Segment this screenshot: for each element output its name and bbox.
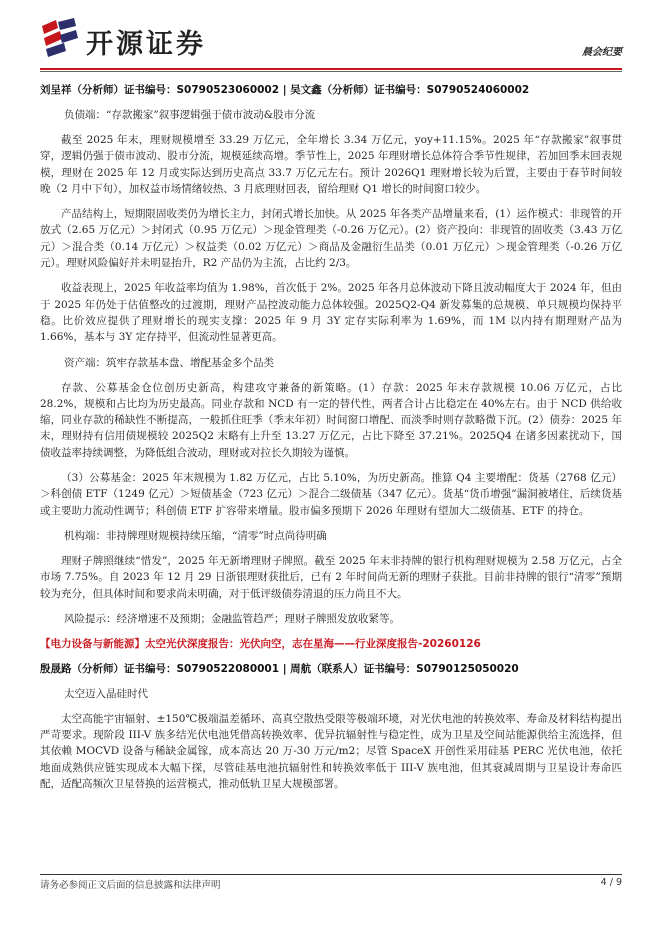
section1-authors: 刘呈祥（分析师）证书编号：S0790523060002 | 吴文鑫（分析师）证书编号：S0790524060002 <box>40 84 530 96</box>
header-divider-dark <box>40 71 622 72</box>
footer-disclaimer: 请务必参阅正文后面的信息披露和法律声明 <box>40 880 221 891</box>
kaiyuan-logo-icon <box>40 18 80 58</box>
paragraph: 收益表现上，2025 年收益率均值为 1.98%，首次低于 2%。2025 年各月总体波动下降且波动幅度大于 2024 年，但由于 2025 年仍处于估值整改的过渡期，理财产品控波动能力总体较强。2025Q2-Q4 新发募集的总规模、单只规模均保持平稳。比价效应提供了理财增长的现实支撑：2025 年 9 月 3Y 定存实际利率为 1.69%，而 1M 以内持有期理财产品为 1.66%，基本与 3Y 定存持平，但流动性显著更高。 <box>40 282 622 344</box>
paragraph: 截至 2025 年末，理财规模增至 33.29 万亿元，全年增长 3.34 万亿元，yoy+11.15%。2025 年“存款搬家”叙事贯穿，逻辑仍强于债市波动、股市分流，规模延续高增。季节性上，2025 年理财增长总体符合季节性规律，若加回季末回表规模，理财在 2025 年 12 月或实际达到历史高点 33.7 万亿元左右。预计 2026Q1 理财增长较为后置，主要由于春节时间较晚（2 月中下旬），加权益市场情绪较热、3 月底理财回表，留给理财 Q1 增长的时间窗口较少。 <box>40 134 622 195</box>
brand-name: 开源证券 <box>86 29 206 60</box>
paragraph: 存款、公募基金仓位创历史新高，构建攻守兼备的新策略。(1）存款：2025 年末存款规模 10.06 万亿元，占比 28.2%，规模和占比均为历史最高。同业存款和 NCD 有一定的替代性，两者合计占比稳定在 40%左右。由于 NCD 供给收缩，同业存款的稀缺性不断提高，一般抓住旺季（季末年初）时间窗口增配、而淡季时则存款略微下沉。(2）债券：2025 年末，理财持有信用债规模较 2025Q2 末略有上升至 13.27 万亿元，占比下降至 37.21%。2025Q4 在诸多因素扰动下，国债收益率持续调整，为降低组合波动，理财或对拉长久期较为谨慎。 <box>40 381 622 459</box>
section2-authors: 殷晟路（分析师）证书编号：S0790522080001 | 周航（联系人）证书编号：S0790125050020 <box>40 662 519 675</box>
section2-subtitle: 太空迈入晶硅时代 <box>64 687 148 700</box>
section-tag: 晨会纪要 <box>582 47 622 58</box>
section1-subtitle-institution: 机构端：非持牌理财规模持续压缩，“清零”时点尚待明确 <box>64 529 327 542</box>
page-body <box>40 82 622 801</box>
section1-subtitle-asset: 资产端：筑牢存款基本盘、增配基金多个品类 <box>64 356 274 369</box>
header-divider-red <box>40 68 622 70</box>
section2-report-title[interactable]: 【电力设备与新能源】太空光伏深度报告：光伏向空，志在星海——行业深度报告-20260126 <box>40 637 481 650</box>
page-number: 4 / 9 <box>600 877 622 888</box>
risk-warning: 风险提示：经济增速不及预期；金融监管趋严；理财子牌照发放收紧等。 <box>64 612 400 625</box>
footer-divider <box>40 874 622 875</box>
page-header <box>40 18 622 62</box>
paragraph: 产品结构上，短期限固收类仍为增长主力，封闭式增长加快。从 2025 年各类产品增量来看，(1）运作模式：非现管的开放式（2.65 万亿元）＞封闭式（0.95 万亿元）＞现金管理类（-0.26 万亿元）。(2）资产投向：非现管的固收类（3.43 万亿元）＞混合类（0.14 万亿元）＞权益类（0.02 万亿元）＞商品及金融衍生品类（0.01 万亿元）＞现金管理类（-0.26 万亿元）。理财风险偏好并未明显抬升，R2 产品仍为主流，占比约 2/3。 <box>40 208 622 270</box>
section1-subtitle-liability: 负债端：“存款搬家”叙事逻辑强于债市波动&股市分流 <box>64 109 316 121</box>
paragraph: （3）公募基金：2025 年末规模为 1.82 万亿元，占比 5.10%，为历史新高。推算 Q4 主要增配：货基（2768 亿元）＞科创债 ETF（1249 亿元）＞短债基金（723 亿元）＞混合二级债基（347 亿元）。货基“货币增强”漏洞被堵住，后续货基或主要助力流动性调节；科创债 ETF 扩容带来增量。股市偏多预期下 2026 年理财有望加大二级债基、ETF 的持仓。 <box>40 472 622 517</box>
paragraph: 太空高能宇宙辐射、±150℃极端温差循环、高真空散热受限等极端环境，对光伏电池的转换效率、寿命及材料结构提出严苛要求。现阶段 III-V 族多结光伏电池凭借高转换效率、优异抗辐射性与稳定性，成为卫星及空间站能源供给主流选择，但其依赖 MOCVD 设备与稀缺金属镓，成本高达 20 万-30 万元/m2；尽管 SpaceX 开创性采用硅基 PERC 光伏电池，依托地面成熟供应链实现成本大幅下探，尽管硅基电池抗辐射性和转换效率低于 III-V 族电池，但其衰减周期与卫星设计寿命匹配，适配高频次卫星替换的运营模式，推动低轨卫星大规模部署。 <box>40 712 622 791</box>
paragraph: 理财子牌照继续“惜发”，2025 年无新增理财子牌照。截至 2025 年末非持牌的银行机构理财规模为 2.58 万亿元，占全市场 7.75%。自 2023 年 12 月 29 日浙银理财获批后，已有 2 年时间尚无新的理财子获批。目前非持牌的银行“清零”预期较为充分，但具体时间和要求尚未明确，对于低评级债券清退的压力尚且不大。 <box>40 554 622 600</box>
